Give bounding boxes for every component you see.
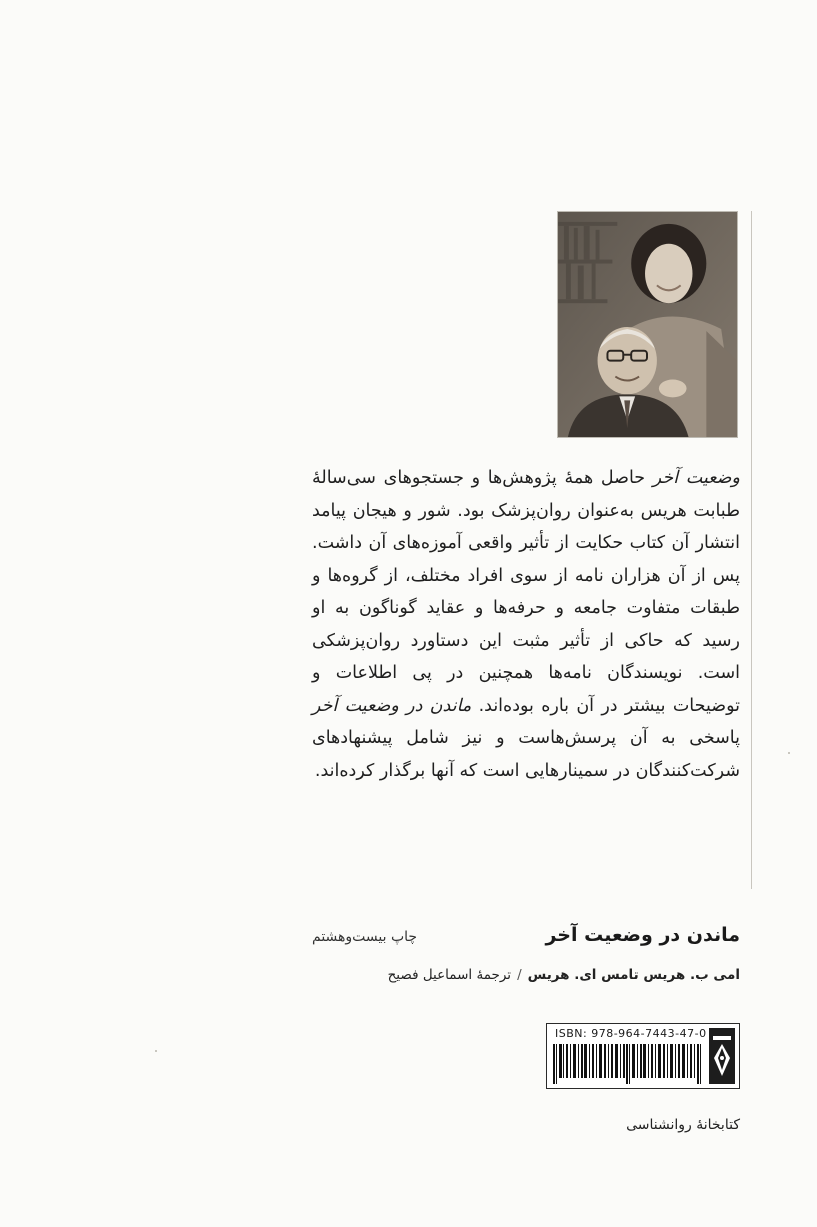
isbn-number: ISBN: 978-964-7443-47-0 [555,1027,707,1040]
back-cover-blurb [312,462,740,787]
blurb-book-title-2-italic: ماندن در وضعیت آخر [312,695,472,716]
paper-speck [788,752,790,754]
paper-speck [155,1050,157,1052]
credit-separator: / [517,967,522,983]
authors: امی ب. هریس تامس ای. هریس [527,967,740,983]
book-title: ماندن در وضعیت آخر [545,924,740,946]
blurb-book-title-italic: وضعیت آخر [652,468,740,488]
isbn-barcode [546,1023,740,1089]
translator: ترجمهٔ اسماعیل فصیح [387,967,512,983]
blurb-text-2: پاسخی به آن پرسش‌هاست و نیز شامل پیشنهادهای شرکت‌کنندگان در سمینارهایی است که آنها برگذار کرده‌اند. [312,728,740,781]
publisher-logo-icon [709,1028,735,1084]
credits-line [360,967,740,983]
title-row [312,924,740,960]
edition-label: چاپ بیست‌وهشتم [312,929,418,945]
blurb-text-1: حاصل همهٔ پژوهش‌ها و جستجوهای سی‌سالهٔ طبابت هریس به‌عنوان روان‌پزشک بود. شور و هیجان پیامد انتشار آن کتاب حکایت از تأثیر واقعی آموزه‌های آن داشت. پس از آن هزاران نامه از سوی افراد مختلف، از گروه‌ها و طبقات متفاوت جامعه و حرفه‌ها و عقاید گوناگون به او رسید که حاکی از تأثیر مثبت این دستاورد روان‌پزشکی است. نویسندگان نامه‌ها همچنین در پی اطلاعات و توضیحات بیشتر در آن باره بوده‌اند. [312,468,740,716]
series-label: کتابخانهٔ روانشناسی [626,1117,740,1133]
authors-photo [557,211,738,438]
barcode-bars-icon [553,1044,703,1084]
vertical-rule [751,211,752,889]
